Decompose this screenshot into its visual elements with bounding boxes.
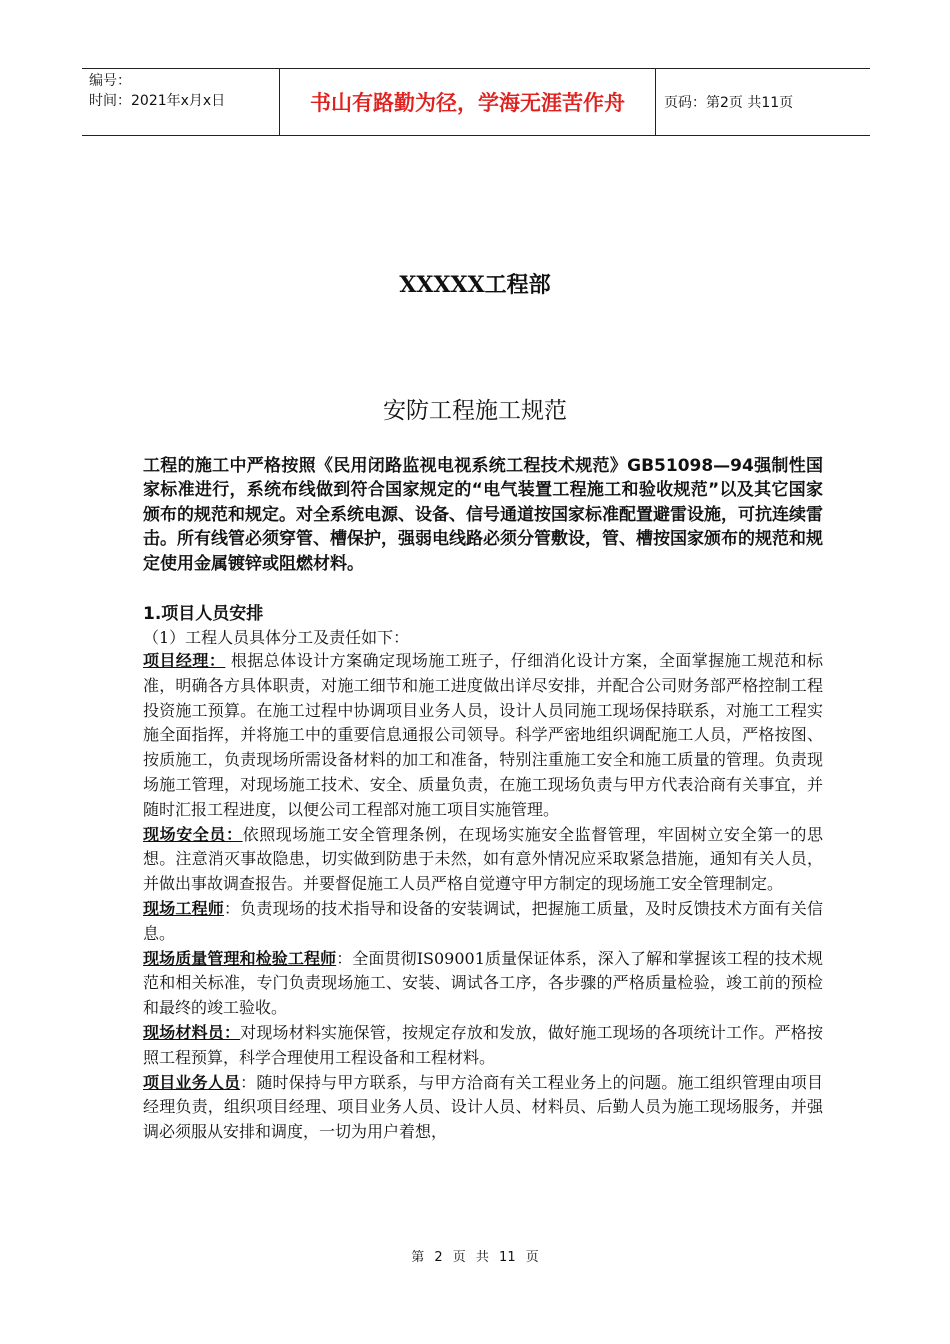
header-motto: 书山有路勤为径，学海无涯苦作舟 [280,69,656,135]
role-description: ：负责现场的技术指导和设备的安装调试，把握施工质量，及时反馈技术方面有关信息。 [143,899,823,943]
role-project-manager [143,649,823,823]
role-name: 项目业务人员 [143,1072,241,1092]
page-footer: 第 2 页 共 11 页 [411,1250,539,1265]
role-name: 现场工程师 [143,899,224,918]
role-site-engineer [143,897,823,947]
header-meta-cell [82,69,280,135]
document-header [82,68,870,136]
header-page-info: 页码：第2页 共11页 [664,95,794,111]
role-name: 现场安全员： [143,824,243,844]
org-title: XXXXX工程部 [399,272,551,298]
section-subheading: （1）工程人员具体分工及责任如下： [143,628,410,648]
role-description: ：随时保持与甲方联系，与甲方洽商有关工程业务上的问题。施工组织管理由项目经理负责，组织项目经理、项目业务人员、设计人员、材料员、后勤人员为施工现场服务，并强调必须服从安排和调度，一切为用户着想， [143,1072,823,1142]
role-quality-engineer [143,947,823,1021]
role-safety-officer [143,823,823,897]
role-description: 根据总体设计方案确定现场施工班子，仔细消化设计方案，全面掌握施工规范和标准，明确各方具体职责，对施工细节和施工进度做出详尽安排，并配合公司财务部严格控制工程投资施工预算。在施工过程中协调项目业务人员，设计人员同施工现场保持联系，对施工工程实施全面指挥，并将施工中的重要信息通报公司领导。科学严密地组织调配施工人员，严格按图、按质施工，负责现场所需设备材料的加工和准备，特别注重施工安全和施工质量的管理。负责现场施工管理，对现场施工技术、安全、质量负责，在施工现场负责与甲方代表洽商有关事宜，并随时汇报工程进度，以便公司工程部对施工项目实施管理。 [143,651,823,819]
role-business-staff [143,1071,823,1145]
role-description: ：全面贯彻IS09001质量保证体系，深入了解和掌握该工程的技术规范和相关标准，专门负责现场施工、安装、调试各工序，各步骤的严格质量检验，竣工前的预检和最终的竣工验收。 [143,948,823,1018]
role-materials-officer [143,1021,823,1071]
role-description: 对现场材料实施保管，按规定存放和发放，做好施工现场的各项统计工作。严格按照工程预算，科学合理使用工程设备和工程材料。 [143,1022,823,1067]
role-name: 现场质量管理和检验工程师 [143,948,337,968]
role-name: 项目经理： [143,651,226,671]
intro-paragraph: 工程的施工中严格按照《民用闭路监视电视系统工程技术规范》GB51098—94强制性国家标准进行，系统布线做到符合国家规定的“电气装置工程施工和验收规范”以及其它国家颁布的规范和规定。对全系统电源、设备、信号通道按国家标准配置避雷设施，可抗连续雷击。所有线管必须穿管、槽保护，强弱电线路必须分管敷设，管、槽按国家颁布的规范和规定使用金属镀锌或阻燃材料。 [143,456,823,574]
role-name: 现场材料员： [143,1022,241,1042]
role-description: 依照现场施工安全管理条例，在现场实施安全监督管理，牢固树立安全第一的思想。注意消灭事故隐患，切实做到防患于未然，如有意外情况应采取紧急措施，通知有关人员，并做出事故调查报告。并要督促施工人员严格自觉遵守甲方制定的现场施工安全管理制定。 [143,824,823,894]
header-number-label: 编号： [89,73,131,89]
document-body [143,454,823,1145]
document-title: 安防工程施工规范 [383,398,567,424]
section-heading: 1.项目人员安排 [143,604,264,625]
header-date-label: 时间：2021年x月x日 [89,93,226,109]
